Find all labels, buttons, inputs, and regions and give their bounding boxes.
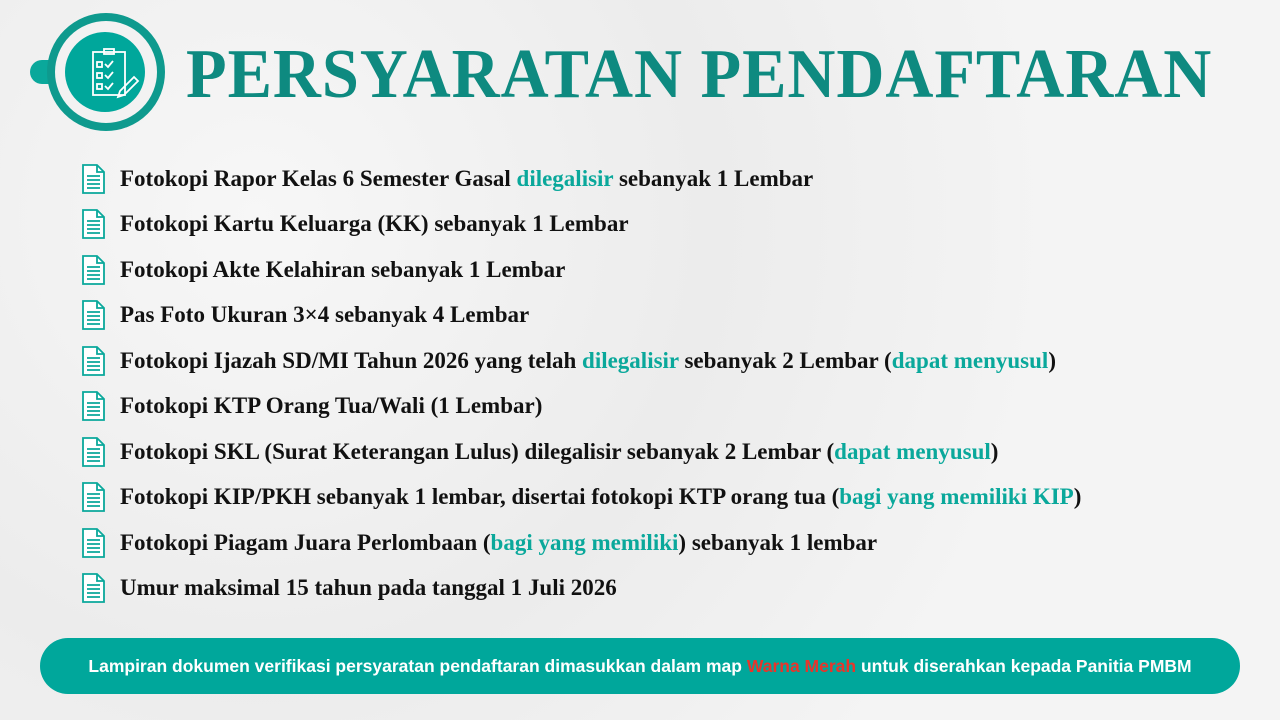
document-icon bbox=[80, 209, 106, 239]
text-segment: ) bbox=[990, 438, 999, 464]
text-segment: Fotokopi KIP/PKH sebanyak 1 lembar, disertai fotokopi KTP orang tua ( bbox=[120, 484, 840, 510]
requirement-item bbox=[80, 247, 1081, 293]
document-icon bbox=[80, 391, 106, 421]
highlight-text: dapat menyusul bbox=[891, 347, 1049, 373]
highlight-text: bagi yang memiliki KIP bbox=[839, 484, 1074, 510]
text-segment: Fotokopi Rapor Kelas 6 Semester Gasal bbox=[120, 165, 517, 191]
requirement-item bbox=[80, 520, 1081, 566]
footer-red-text: Warna Merah bbox=[746, 655, 857, 676]
requirement-item bbox=[80, 293, 1081, 339]
requirements-list bbox=[80, 156, 1081, 611]
requirement-item bbox=[80, 566, 1081, 612]
requirement-text bbox=[120, 302, 529, 328]
footer-text: Lampiran dokumen verifikasi persyaratan pendaftaran dimasukkan dalam map bbox=[88, 655, 742, 676]
requirement-text bbox=[120, 530, 877, 556]
requirement-item bbox=[80, 384, 1081, 430]
requirement-text bbox=[120, 575, 617, 601]
text-segment: ) sebanyak 1 lembar bbox=[678, 529, 878, 555]
requirement-item bbox=[80, 429, 1081, 475]
requirement-text bbox=[120, 439, 998, 465]
checklist-clipboard-icon bbox=[30, 12, 170, 132]
requirement-text bbox=[120, 348, 1056, 374]
page-title: PERSYARATAN PENDAFTARAN bbox=[186, 36, 1213, 113]
footer-banner bbox=[40, 638, 1240, 694]
requirement-item bbox=[80, 475, 1081, 521]
document-icon bbox=[80, 573, 106, 603]
text-segment: Fotokopi Piagam Juara Perlombaan ( bbox=[120, 529, 491, 555]
requirement-item bbox=[80, 156, 1081, 202]
footer-text-end: untuk diserahkan kepada Panitia PMBM bbox=[860, 655, 1192, 676]
text-segment: sebanyak 2 Lembar ( bbox=[678, 347, 892, 373]
requirement-item bbox=[80, 338, 1081, 384]
text-segment: Umur maksimal 15 tahun pada tanggal 1 Juli 2026 bbox=[120, 575, 617, 601]
text-segment: ) bbox=[1048, 347, 1056, 373]
requirement-text bbox=[120, 211, 629, 237]
highlight-text: bagi yang memiliki bbox=[490, 529, 679, 555]
text-segment: Fotokopi SKL (Surat Keterangan Lulus) dilegalisir sebanyak 2 Lembar ( bbox=[120, 438, 835, 464]
requirement-text bbox=[120, 484, 1081, 510]
text-segment: Pas Foto Ukuran 3×4 sebanyak 4 Lembar bbox=[120, 302, 530, 328]
requirement-text bbox=[120, 393, 542, 419]
text-segment: Fotokopi KTP Orang Tua/Wali (1 Lembar) bbox=[120, 393, 543, 419]
document-icon bbox=[80, 255, 106, 285]
requirement-text bbox=[120, 257, 565, 283]
document-icon bbox=[80, 164, 106, 194]
text-segment: ) bbox=[1073, 484, 1082, 510]
text-segment: Fotokopi Ijazah SD/MI Tahun 2026 yang telah bbox=[120, 347, 583, 373]
text-segment: sebanyak 1 Lembar bbox=[613, 165, 814, 191]
document-icon bbox=[80, 437, 106, 467]
text-segment: Fotokopi Kartu Keluarga (KK) sebanyak 1 Lembar bbox=[120, 211, 629, 237]
document-icon bbox=[80, 528, 106, 558]
document-icon bbox=[80, 300, 106, 330]
text-segment: Fotokopi Akte Kelahiran sebanyak 1 Lembar bbox=[120, 256, 566, 282]
document-icon bbox=[80, 346, 106, 376]
requirement-text bbox=[120, 166, 813, 192]
highlight-text: dilegalisir bbox=[582, 347, 679, 373]
document-icon bbox=[80, 482, 106, 512]
requirement-item bbox=[80, 202, 1081, 248]
highlight-text: dapat menyusul bbox=[834, 438, 991, 464]
highlight-text: dilegalisir bbox=[516, 165, 614, 191]
